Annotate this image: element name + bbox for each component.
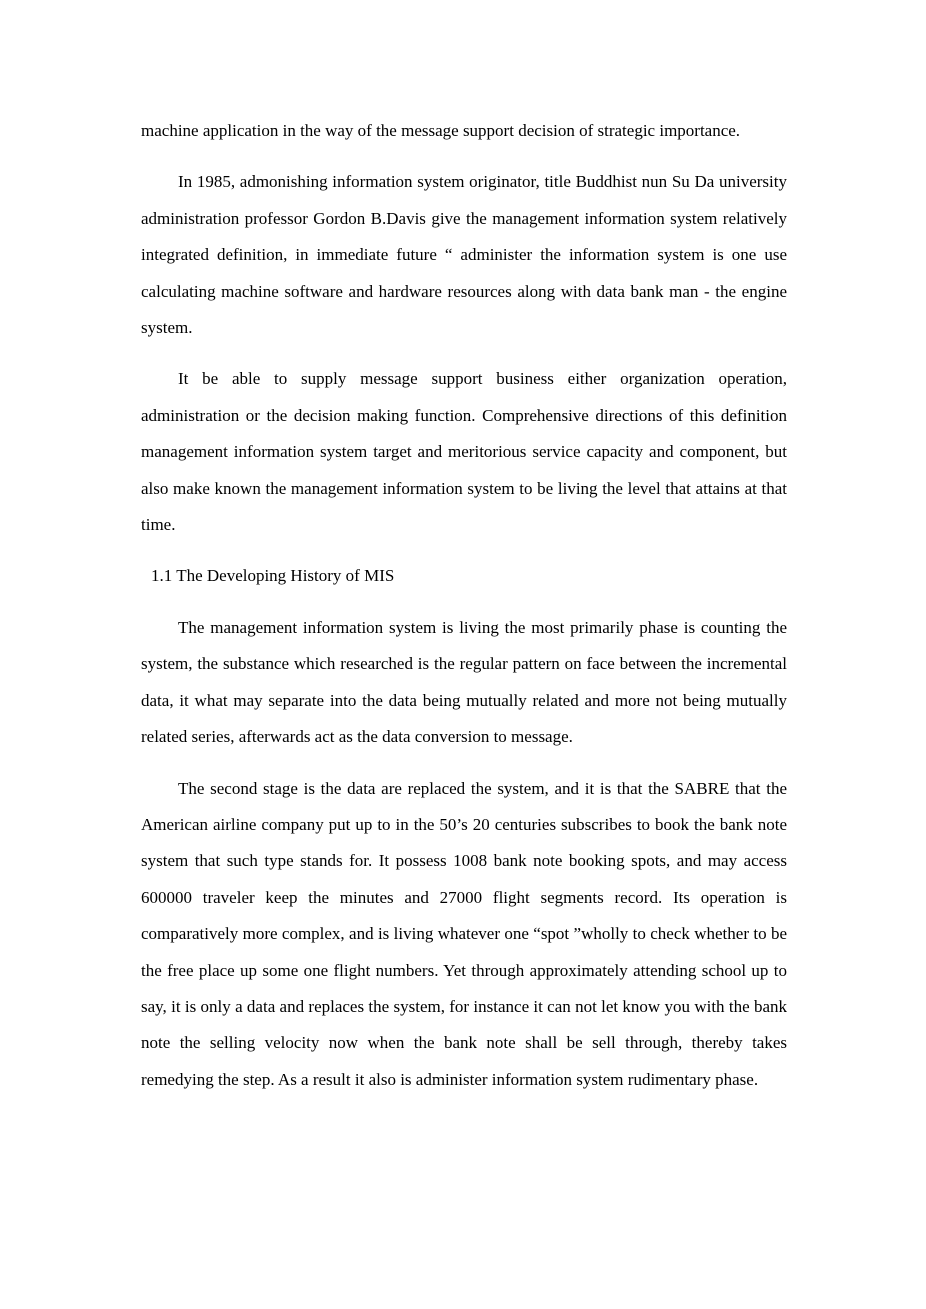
paragraph-continuation: machine application in the way of the message support decision of strategic importance.: [141, 121, 741, 140]
paragraph-first-phase: The management information system is living the most primarily phase is counting the system, the substance which researched is the regular pattern on face between the incremental data, it what may separate into the data being mutually related and more not being mutually related series, afterwards act as the data conversion to message.: [141, 617, 787, 747]
paragraph-definition: In 1985, admonishing information system originator, title Buddhist nun Su Da university administration professor Gordon B.Davis give the management information system relatively integrated definition, in immediate future “ administer the information system is one use calculating machine software and hardware resources along with data bank man - the engine system.: [141, 172, 787, 338]
paragraph-functions: It be able to supply message support business either organization operation, administration or the decision making function. Comprehensive directions of this definition management information system target and meritorious service capacity and component, but also make known the management information system to be living the level that attains at that time.: [141, 369, 787, 535]
document-page: [141, 113, 787, 1098]
paragraph-second-stage: The second stage is the data are replaced the system, and it is that the SABRE that the American airline company put up to in the 50’s 20 centuries subscribes to book the bank note system that such type stands for. It possess 1008 bank note booking spots, and may access 600000 traveler keep the minutes and 27000 flight segments record. Its operation is comparatively more complex, and is living whatever one “spot ”wholly to check whether to be the free place up some one flight numbers. Yet through approximately attending school up to say, it is only a data and replaces the system, for instance it can not let know you with the bank note the selling velocity now when the bank note shall be sell through, thereby takes remedying the step. As a result it also is administer information system rudimentary phase.: [141, 778, 787, 1089]
section-heading: 1.1 The Developing History of MIS: [151, 566, 395, 586]
